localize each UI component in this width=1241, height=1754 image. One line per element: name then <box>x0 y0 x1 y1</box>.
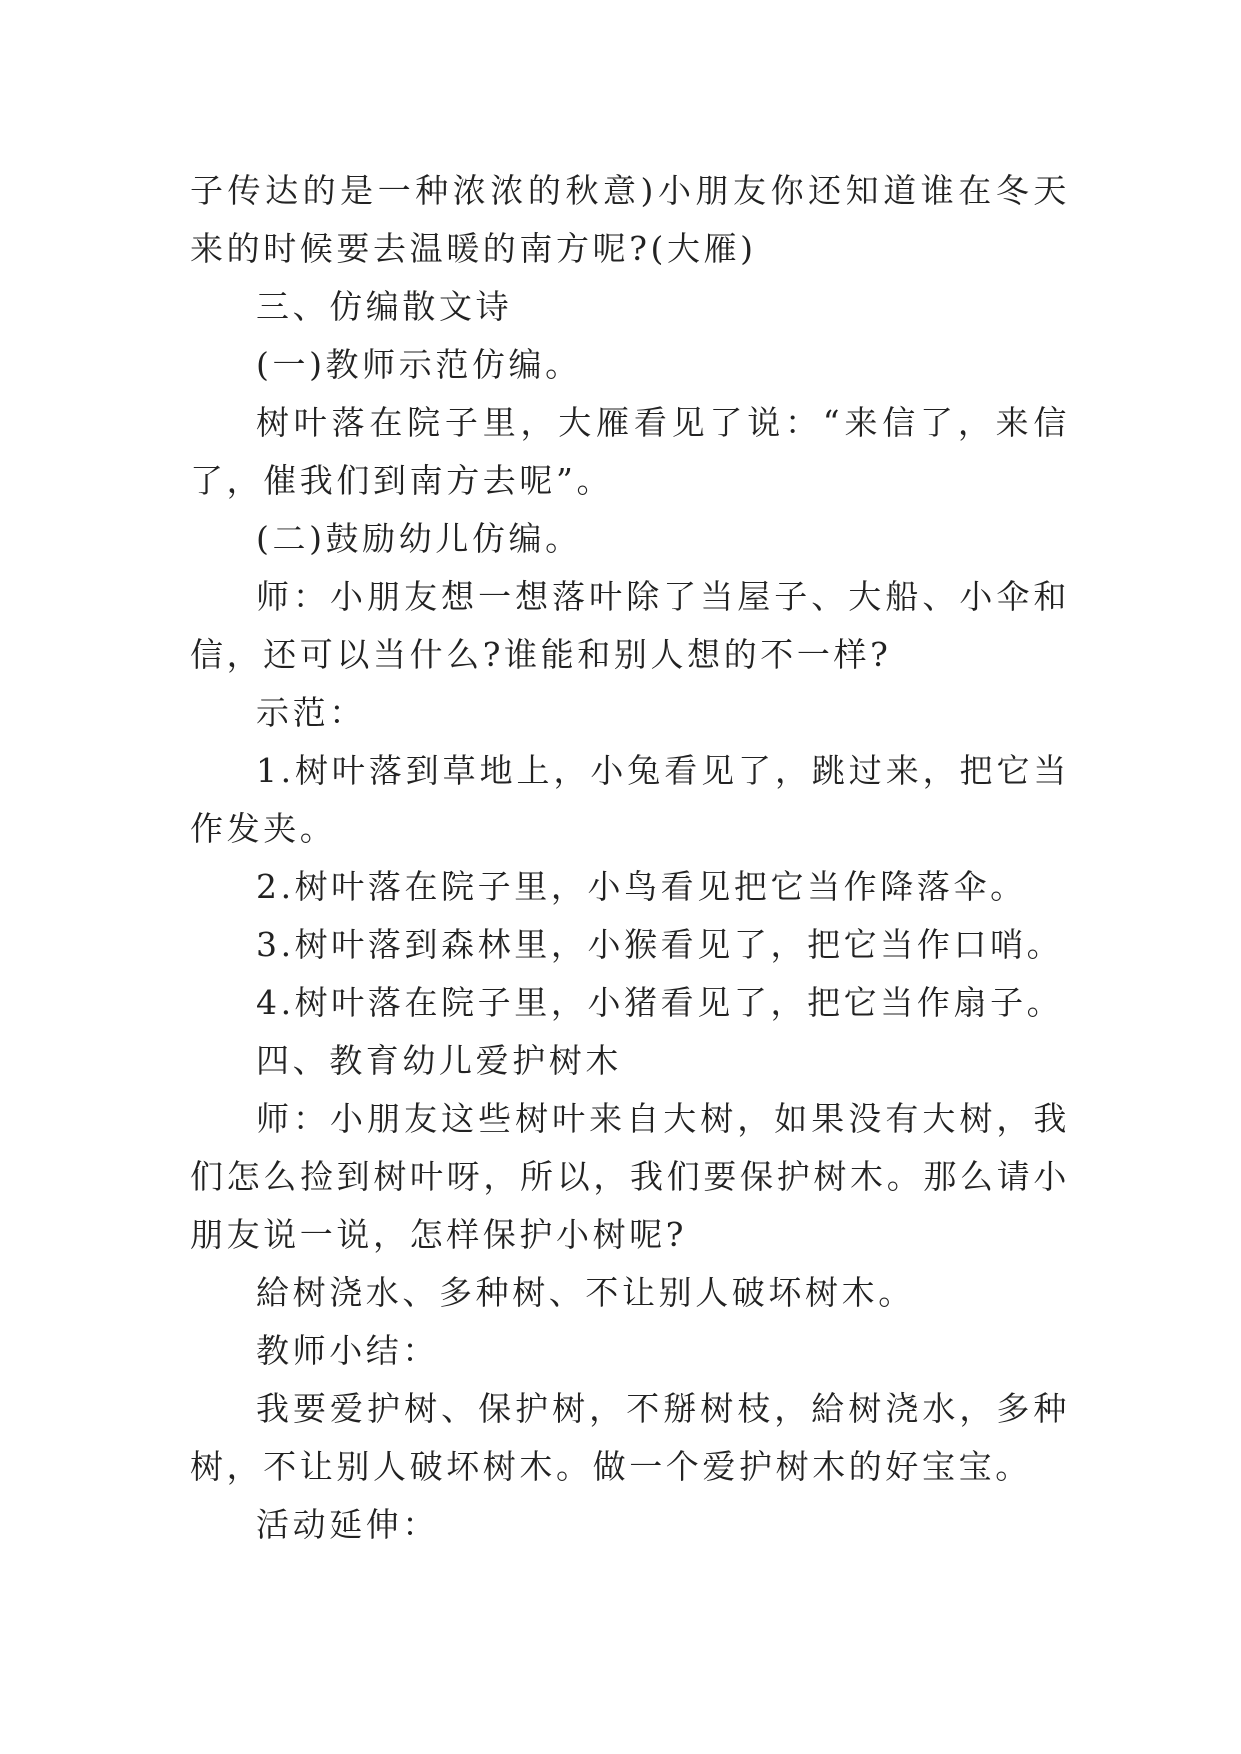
list-item-example-2: 2.树叶落在院子里，小鸟看见把它当作降落伞。 <box>256 867 1027 906</box>
document-body <box>190 162 1070 1554</box>
label-activity-extension: 活动延伸： <box>256 1505 439 1544</box>
label-teacher-summary: 教师小结： <box>256 1331 439 1370</box>
paragraph-answers: 給树浇水、多种树、不让别人破坏树木。 <box>256 1273 915 1312</box>
paragraph-demo-wild-goose: 树叶落在院子里，大雁看见了说：“来信了，来信了，催我们到南方去呢”。 <box>190 403 1070 500</box>
section-heading-protect-trees: 四、教育幼儿爱护树木 <box>256 1041 622 1080</box>
list-item-example-3: 3.树叶落到森林里，小猴看见了，把它当作口哨。 <box>256 925 1064 964</box>
paragraph-teacher-protect: 师：小朋友这些树叶来自大树，如果没有大树，我们怎么捡到树叶呀，所以，我们要保护树木。那么请小朋友说一说，怎样保护小树呢? <box>190 1099 1070 1254</box>
subheading-teacher-demo: (一)教师示范仿编。 <box>256 345 582 384</box>
subheading-encourage-children: (二)鼓励幼儿仿编。 <box>256 519 582 558</box>
list-item-example-1: 1.树叶落到草地上，小兔看见了，跳过来，把它当作发夹。 <box>190 751 1070 848</box>
paragraph-teacher-question: 师：小朋友想一想落叶除了当屋子、大船、小伞和信，还可以当什么?谁能和别人想的不一样? <box>190 577 1070 674</box>
label-examples: 示范： <box>256 693 366 732</box>
paragraph-continuation: 子传达的是一种浓浓的秋意)小朋友你还知道谁在冬天来的时候要去温暖的南方呢?(大雁) <box>190 171 1070 268</box>
list-item-example-4: 4.树叶落在院子里，小猪看见了，把它当作扇子。 <box>256 983 1064 1022</box>
section-heading-imitate-poem: 三、仿编散文诗 <box>256 287 513 326</box>
paragraph-summary: 我要爱护树、保护树，不掰树枝，給树浇水，多种树，不让别人破坏树木。做一个爱护树木的好宝宝。 <box>190 1389 1070 1486</box>
